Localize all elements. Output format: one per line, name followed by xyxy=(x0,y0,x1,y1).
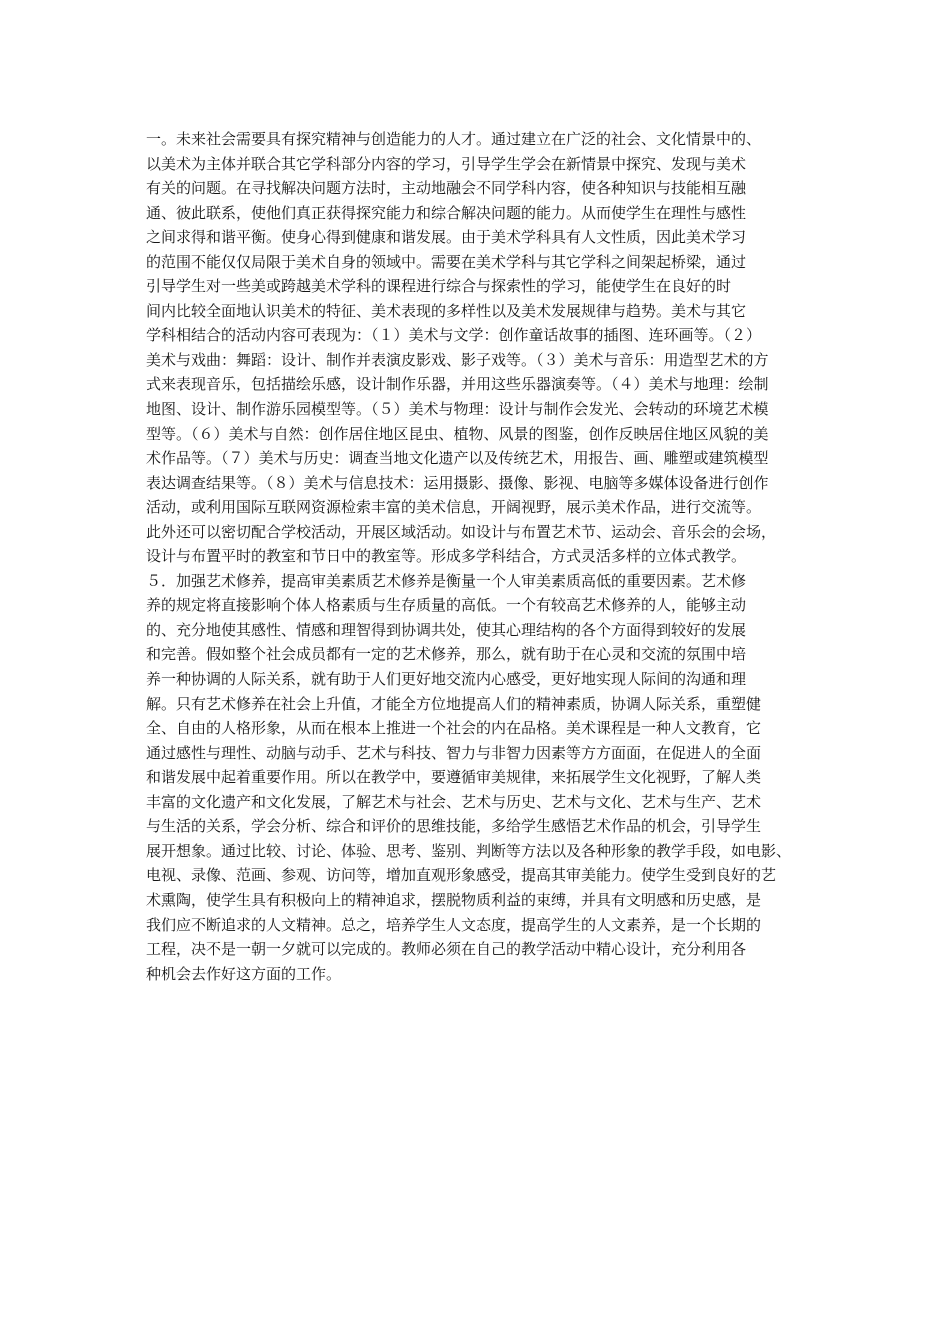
text-line: 和完善。假如整个社会成员都有一定的艺术修养，那么，就有助于在心灵和交流的氛围中培 xyxy=(146,645,747,664)
text-line: 式来表现音乐，包括描绘乐感，设计制作乐器，并用这些乐器演奏等。（４）美术与地理：绘制 xyxy=(146,375,769,394)
text-line: 工程，决不是一朝一夕就可以完成的。教师必须在自己的教学活动中精心设计，充分利用各 xyxy=(146,940,747,959)
text-line: 地图、设计、制作游乐园模型等。（５）美术与物理：设计与制作会发光、会转动的环境艺术模 xyxy=(146,400,769,419)
text-line: 我们应不断追求的人文精神。总之，培养学生人文态度，提高学生的人文素养，是一个长期的 xyxy=(146,915,762,934)
body-text xyxy=(146,127,816,986)
text-line: 设计与布置平时的教室和节日中的教室等。形成多学科结合，方式灵活多样的立体式教学。 xyxy=(146,547,747,566)
text-line: 有关的问题。在寻找解决问题方法时，主动地融会不同学科内容，使各种知识与技能相互融 xyxy=(146,179,747,198)
text-line: 通、彼此联系，使他们真正获得探究能力和综合解决问题的能力。从而使学生在理性与感性 xyxy=(146,203,747,222)
text-line: 活动，或利用国际互联网资源检索丰富的美术信息，开阔视野，展示美术作品，进行交流等。 xyxy=(146,498,762,517)
text-line: 美术与戏曲：舞蹈：设计、制作并表演皮影戏、影子戏等。（３）美术与音乐：用造型艺术的方 xyxy=(146,350,769,369)
text-line: 此外还可以密切配合学校活动，开展区域活动。如设计与布置艺术节、运动会、音乐会的会场， xyxy=(146,522,777,541)
text-line: 间内比较全面地认识美术的特征、美术表现的多样性以及美术发展规律与趋势。美术与其它 xyxy=(146,301,747,320)
text-line: 种机会去作好这方面的工作。 xyxy=(146,964,342,983)
text-line: 解。只有艺术修养在社会上升值，才能全方位地提高人们的精神素质，协调人际关系，重塑健 xyxy=(146,694,762,713)
text-line: 引导学生对一些美或跨越美术学科的课程进行综合与探索性的学习，能使学生在良好的时 xyxy=(146,277,732,296)
text-line: 电视、录像、范画、参观、访问等，增加直观形象感受，提高其审美能力。使学生受到良好的艺 xyxy=(146,866,777,885)
text-line: 以美术为主体并联合其它学科部分内容的学习，引导学生学会在新情景中探究、发现与美术 xyxy=(146,154,747,173)
text-line: 术作品等。（７）美术与历史：调查当地文化遗产以及传统艺术，用报告、画、雕塑或建筑模型 xyxy=(146,449,769,468)
text-line: 的、充分地使其感性、情感和理智得到协调共处，使其心理结构的各个方面得到较好的发展 xyxy=(146,620,747,639)
text-line: 与生活的关系，学会分析、综合和评价的思维技能，多给学生感悟艺术作品的机会，引导学生 xyxy=(146,817,762,836)
text-line: 丰富的文化遗产和文化发展，了解艺术与社会、艺术与历史、艺术与文化、艺术与生产、艺术 xyxy=(146,792,762,811)
text-line: 和谐发展中起着重要作用。所以在教学中，要遵循审美规律，来拓展学生文化视野，了解人类 xyxy=(146,768,762,787)
text-line: 学科相结合的活动内容可表现为：（１）美术与文学：创作童话故事的插图、连环画等。（２） xyxy=(146,326,762,345)
text-line: 术熏陶，使学生具有积极向上的精神追求，摆脱物质利益的束缚，并具有文明感和历史感，是 xyxy=(146,890,762,909)
text-line: 全、自由的人格形象，从而在根本上推进一个社会的内在品格。美术课程是一种人文教育，它 xyxy=(146,719,762,738)
text-line: 一。未来社会需要具有探究精神与创造能力的人才。通过建立在广泛的社会、文化情景中的、 xyxy=(146,130,762,148)
text-line: 的范围不能仅仅局限于美术自身的领域中。需要在美术学科与其它学科之间架起桥梁，通过 xyxy=(146,252,747,271)
text-line: 之间求得和谐平衡。使身心得到健康和谐发展。由于美术学科具有人文性质，因此美术学习 xyxy=(146,228,747,247)
text-line: 表达调查结果等。（８）美术与信息技术：运用摄影、摄像、影视、电脑等多媒体设备进行创作 xyxy=(146,473,769,492)
text-line: 型等。（６）美术与自然：创作居住地区昆虫、植物、风景的图鉴，创作反映居住地区风貌的美 xyxy=(146,424,769,443)
text-line: 养的规定将直接影响个体人格素质与生存质量的高低。一个有较高艺术修养的人，能够主动 xyxy=(146,596,747,615)
text-line: ５．加强艺术修养，提高审美素质艺术修养是衡量一个人审美素质高低的重要因素。艺术修 xyxy=(146,571,747,590)
text-line: 养一种协调的人际关系，就有助于人们更好地交流内心感受，更好地实现人际间的沟通和理 xyxy=(146,670,747,689)
text-line: 展开想象。通过比较、讨论、体验、思考、鉴别、判断等方法以及各种形象的教学手段，如电影、 xyxy=(146,841,792,860)
text-line: 通过感性与理性、动脑与动手、艺术与科技、智力与非智力因素等方方面面，在促进人的全面 xyxy=(146,743,762,762)
